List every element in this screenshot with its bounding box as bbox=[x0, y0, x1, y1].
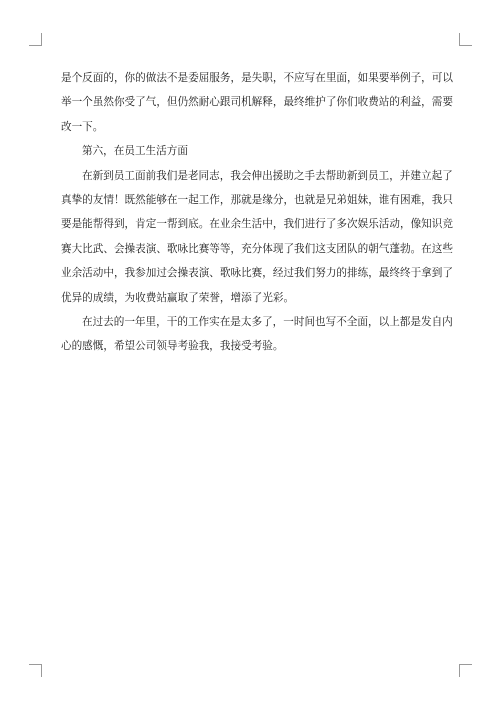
corner-mark-top-left bbox=[29, 33, 42, 46]
text-line: 心的感慨，希望公司领导考验我，我接受考验。 bbox=[61, 340, 284, 353]
text-line: 赛大比武、会操表演、歌咏比赛等等，充分体现了我们这支团队的朝气蓬勃。在这些 bbox=[61, 242, 453, 255]
corner-mark-bottom-right bbox=[459, 664, 472, 677]
text-line: 优异的成绩，为收费站赢取了荣誉，增添了光彩。 bbox=[61, 291, 295, 304]
text-line: 在过去的一年里，干的工作实在是太多了，一时间也写不全面，以上都是发自内 bbox=[82, 316, 453, 329]
paragraph-continuation bbox=[61, 66, 453, 139]
paragraph-new-staff bbox=[61, 164, 453, 310]
text-line: 在新到员工面前我们是老同志，我会伸出援助之手去帮助新到员工，并建立起了 bbox=[82, 169, 453, 182]
text-line: 真挚的友情！既然能够在一起工作，那就是缘分，也就是兄弟姐妹，谁有困难，我只 bbox=[61, 194, 453, 207]
paragraph-conclusion bbox=[61, 310, 453, 359]
text-line: 是个反面的，你的做法不是委屈服务，是失职，不应写在里面，如果要举例子，可以 bbox=[61, 72, 453, 84]
text-line: 改一下。 bbox=[61, 120, 104, 133]
text-line: 举一个虽然你受了气，但仍然耐心跟司机解释，最终维护了你们收费站的利益，需要 bbox=[61, 96, 453, 109]
text-line: 业余活动中，我参加过会操表演、歌咏比赛，经过我们努力的排练，最终终于拿到了 bbox=[61, 267, 453, 280]
document-body bbox=[61, 66, 453, 359]
section-heading-text: 第六，在员工生活方面 bbox=[82, 145, 188, 158]
section-heading bbox=[61, 139, 441, 163]
text-line: 要是能帮得到，肯定一帮到底。在业余生活中，我们进行了多次娱乐活动，像知识竞 bbox=[61, 218, 453, 231]
corner-mark-bottom-left bbox=[29, 664, 42, 677]
corner-mark-top-right bbox=[459, 33, 472, 46]
